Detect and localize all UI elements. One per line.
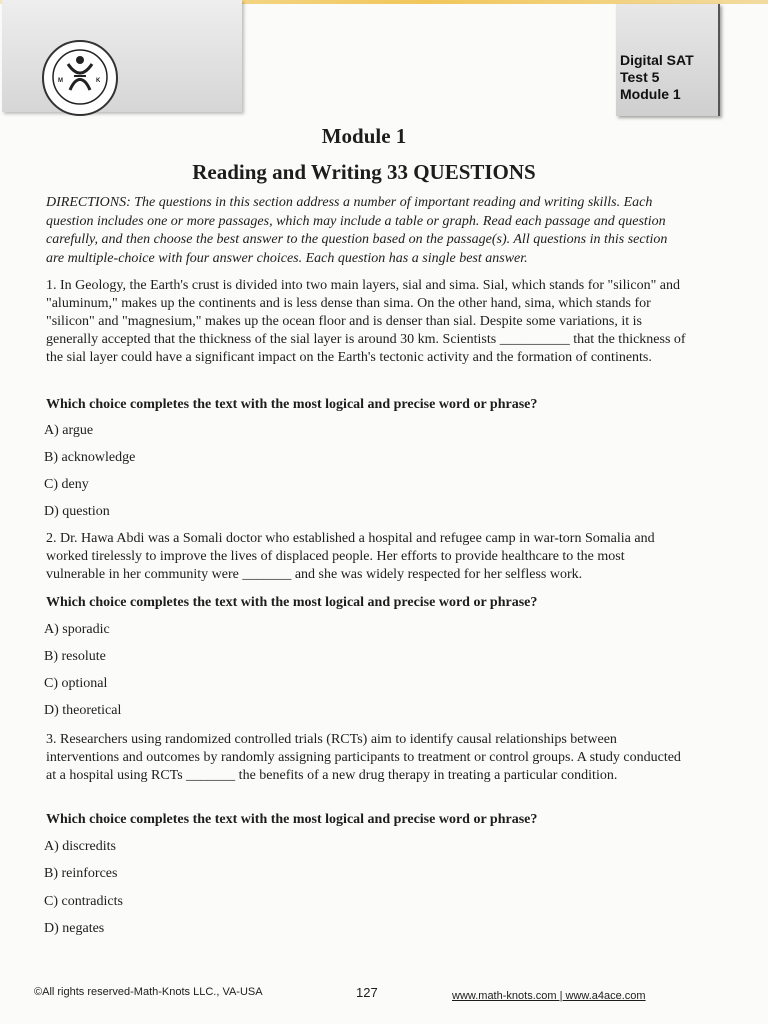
question-3-text: 3. Researchers using randomized controlled trials (RCTs) aim to identify causal relationships between interventions and outcomes by randomly assigning participants to treatment or control groups. A study conducted at a hospital using RCTs _______ the benefits of a new drug therapy in treating a particular condition.	[46, 732, 681, 783]
question-2-choice-a[interactable]: A) sporadic	[44, 622, 110, 637]
footer-copyright: ©All rights reserved-Math-Knots LLC., VA-USA	[34, 986, 263, 998]
section-title: Reading and Writing 33 QUESTIONS	[192, 160, 536, 184]
question-3-choice-c[interactable]: C) contradicts	[44, 894, 123, 909]
question-2-choice-b[interactable]: B) resolute	[44, 649, 106, 664]
question-1-choice-b[interactable]: B) acknowledge	[44, 450, 136, 465]
question-2-text: 2. Dr. Hawa Abdi was a Somali doctor who established a hospital and refugee camp in war-torn Somalia and worked tirelessly to improve the lives of displaced people. Her efforts to provide healthcare to the most vulnerable in her community were _______ and she was widely respected for her selfless work.	[46, 531, 655, 582]
badge-line-test: Test 5	[620, 69, 660, 85]
svg-text:K: K	[96, 78, 101, 84]
question-1-prompt: Which choice completes the text with the most logical and precise word or phrase?	[46, 397, 538, 412]
badge-line-module: Module 1	[620, 86, 681, 102]
svg-text:M: M	[58, 78, 63, 84]
page-number: 127	[356, 985, 378, 1000]
question-3-choice-b[interactable]: B) reinforces	[44, 866, 118, 881]
badge-line-exam: Digital SAT	[620, 52, 694, 68]
math-knots-logo	[42, 40, 118, 116]
knot-figure-icon	[50, 46, 110, 108]
footer-links[interactable]: www.math-knots.com | www.a4ace.com	[452, 990, 646, 1002]
directions-text: DIRECTIONS: The questions in this section address a number of important reading and writing skills. Each question includes one or more passages, which may include a table or graph. Read each passage and question carefully, and then choose the best answer to the question based on the passage(s). All questions in this section are multiple-choice with four answer choices. Each question has a single best answer.	[46, 195, 668, 266]
question-1-choice-d[interactable]: D) question	[44, 504, 110, 519]
module-title: Module 1	[321, 124, 407, 148]
question-3-choice-d[interactable]: D) negates	[44, 921, 105, 936]
header-logo-panel	[2, 0, 242, 112]
question-2-prompt: Which choice completes the text with the most logical and precise word or phrase?	[46, 595, 538, 610]
question-1-choice-c[interactable]: C) deny	[44, 477, 89, 492]
question-1-text: 1. In Geology, the Earth's crust is divided into two main layers, sial and sima. Sial, which stands for "silicon" and "aluminum," makes up the continents and is less dense than sima. On the other hand, sima, which stands for "silicon" and "magnesium," makes up the ocean floor and is denser than sial. Despite some variations, it is generally accepted that the thickness of the sial layer is around 30 km. Scientists __________ that the thickness of the sial layer could have a significant impact on the Earth's tectonic activity and the formation of continents.	[46, 278, 686, 365]
question-2-choice-c[interactable]: C) optional	[44, 676, 108, 691]
question-1-choice-a[interactable]: A) argue	[44, 423, 94, 438]
question-3-prompt: Which choice completes the text with the most logical and precise word or phrase?	[46, 812, 538, 827]
question-2-choice-d[interactable]: D) theoretical	[44, 703, 122, 718]
question-3-choice-a[interactable]: A) discredits	[44, 839, 116, 854]
test-badge	[616, 4, 720, 116]
